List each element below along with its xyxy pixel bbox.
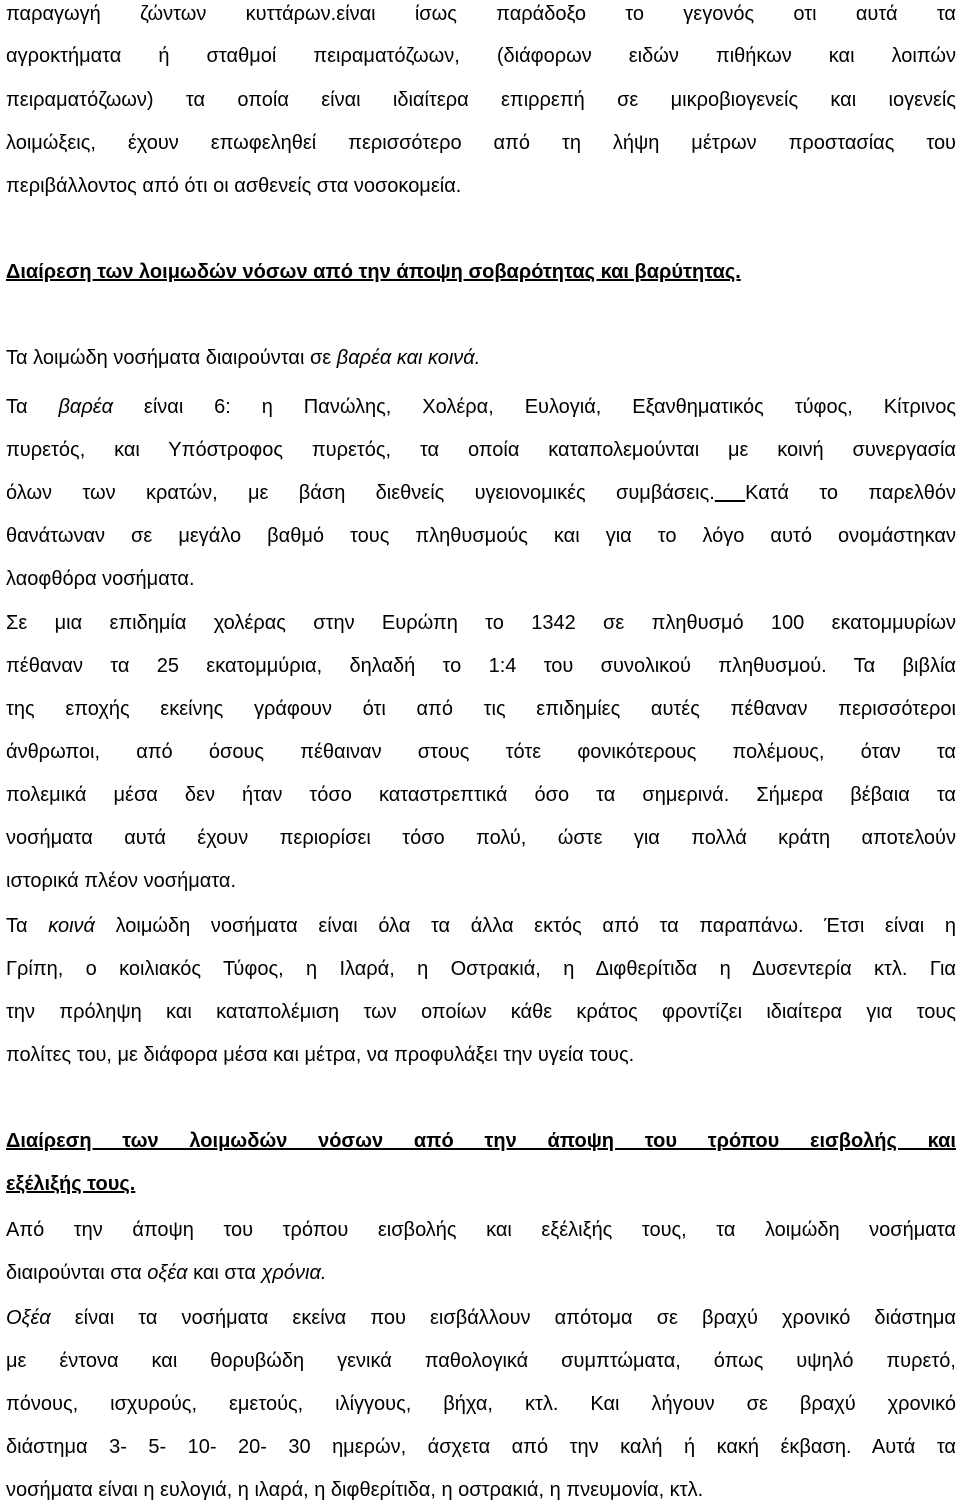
intro-text: Τα λοιμώδη νοσήματα διαιρούνται σε (6, 347, 337, 369)
italic-term-chronic: χρόνια. (261, 1262, 327, 1284)
section-heading-severity: Διαίρεση των λοιμωδών νόσων από την άποψη σοβαρότητας και βαρύτητας. (6, 261, 741, 283)
paragraph-line: άνθρωποι, από όσους πέθαιναν στους τότε φονικότερους πολέμους, όταν τα (6, 741, 956, 763)
paragraph-line: Από την άποψη του τρόπου εισβολής και εξέλιξής τους, τα λοιμώδη νοσήματα (6, 1219, 956, 1241)
paragraph-line (6, 479, 956, 507)
intro-line (6, 344, 956, 372)
text-run: διαιρούνται στα (6, 1262, 148, 1284)
paragraph-line: με έντονα και θορυβώδη γενικά παθολογικά συμπτώματα, όπως υψηλό πυρετό, (6, 1350, 956, 1372)
text-run: είναι τα νοσήματα εκείνα που εισβάλλουν απότομα σε βραχύ χρονικό διάστημα (50, 1307, 956, 1329)
paragraph-line: την πρόληψη και καταπολέμιση των οποίων κάθε κράτος φροντίζει ιδιαίτερα για τους (6, 1001, 956, 1023)
paragraph-line: αγροκτήματα ή σταθμοί πειραματόζωων, (διάφορων ειδών πιθήκων και λοιπών (6, 45, 956, 67)
paragraph-line (6, 912, 956, 940)
italic-term-acute-start: Οξέα (6, 1307, 51, 1329)
paragraph-line: νοσήματα αυτά έχουν περιορίσει τόσο πολύ, ώστε για πολλά κράτη αποτελούν (6, 827, 956, 849)
text-run: και στα (187, 1262, 262, 1284)
paragraph-line: Σε μια επιδημία χολέρας στην Ευρώπη το 1342 σε πληθυσμό 100 εκατομμυρίων (6, 612, 956, 634)
paragraph-line: παραγωγή ζώντων κυττάρων.είναι ίσως παράδοξο το γεγονός οτι αυτά τα (6, 3, 956, 25)
paragraph-line: πόνους, ισχυρούς, εμετούς, ιλίγγους, βήχα, κτλ. Και λήγουν σε βραχύ χρονικό (6, 1393, 956, 1415)
italic-term-acute: οξέα (147, 1262, 188, 1284)
paragraph-line: πειραματόζωων) τα οποία είναι ιδιαίτερα επιρρεπή σε μικροβιογενείς και ιογενείς (6, 89, 956, 111)
paragraph-line: ιστορικά πλέον νοσήματα. (6, 870, 237, 892)
text-run: Κατά το παρελθόν (745, 482, 956, 504)
paragraph-line (6, 1259, 956, 1287)
underlined-space (715, 482, 745, 504)
paragraph-line: λαοφθόρα νοσήματα. (6, 568, 195, 590)
italic-term-severe: βαρέα (58, 396, 113, 418)
paragraph-line: νοσήματα είναι η ευλογιά, η ιλαρά, η διφθερίτιδα, η οστρακιά, η πνευμονία, κτλ. (6, 1479, 704, 1501)
paragraph-line: πυρετός, και Υπόστροφος πυρετός, τα οποία καταπολεμούνται με κοινή συνεργασία (6, 439, 956, 461)
paragraph-line: πέθαναν τα 25 εκατομμύρια, δηλαδή το 1:4 του συνολικού πληθυσμού. Τα βιβλία (6, 655, 956, 677)
paragraph-line: πολεμικά μέσα δεν ήταν τόσο καταστρεπτικά όσο τα σημερινά. Σήμερα βέβαια τα (6, 784, 956, 806)
text-run: Τα (6, 915, 49, 937)
intro-italic: βαρέα και κοινά. (336, 347, 481, 369)
text-run: λοιμώδη νοσήματα είναι όλα τα άλλα εκτός από τα παραπάνω. Έτσι είναι η (94, 915, 956, 937)
text-run: Τα (6, 396, 59, 418)
paragraph-line: περιβάλλοντος από ότι οι ασθενείς στα νοσοκομεία. (6, 175, 462, 197)
paragraph-line: λοιμώξεις, έχουν επωφεληθεί περισσότερο από τη λήψη μέτρων προστασίας του (6, 132, 956, 154)
paragraph-line: Γρίπη, ο κοιλιακός Τύφος, η Ιλαρά, η Οστρακιά, η Διφθερίτιδα η Δυσεντερία κτλ. Για (6, 958, 956, 980)
paragraph-line: πολίτες του, με διάφορα μέσα και μέτρα, να προφυλάξει την υγεία τους. (6, 1044, 635, 1066)
section-heading-course: Διαίρεση των λοιμωδών νόσων από την άποψη του τρόπου εισβολής και (6, 1130, 956, 1152)
paragraph-line: διάστημα 3- 5- 10- 20- 30 ημερών, άσχετα από την καλή ή κακή έκβαση. Αυτά τα (6, 1436, 956, 1458)
section-heading-course-cont: εξέλιξής τους. (6, 1173, 136, 1195)
paragraph-line (6, 1304, 956, 1332)
paragraph-line: της εποχής εκείνης γράφουν ότι από τις επιδημίες αυτές πέθαναν περισσότεροι (6, 698, 956, 720)
text-run: είναι 6: η Πανώλης, Χολέρα, Ευλογιά, Εξανθηματικός τύφος, Κίτρινος (112, 396, 956, 418)
paragraph-line: θανάτωναν σε μεγάλο βαθμό τους πληθυσμούς και για το λόγο αυτό ονομάστηκαν (6, 525, 956, 547)
paragraph-line (6, 393, 956, 421)
italic-term-common: κοινά (48, 915, 95, 937)
text-run: όλων των κρατών, με βάση διεθνείς υγειονομικές συμβάσεις. (6, 482, 715, 504)
